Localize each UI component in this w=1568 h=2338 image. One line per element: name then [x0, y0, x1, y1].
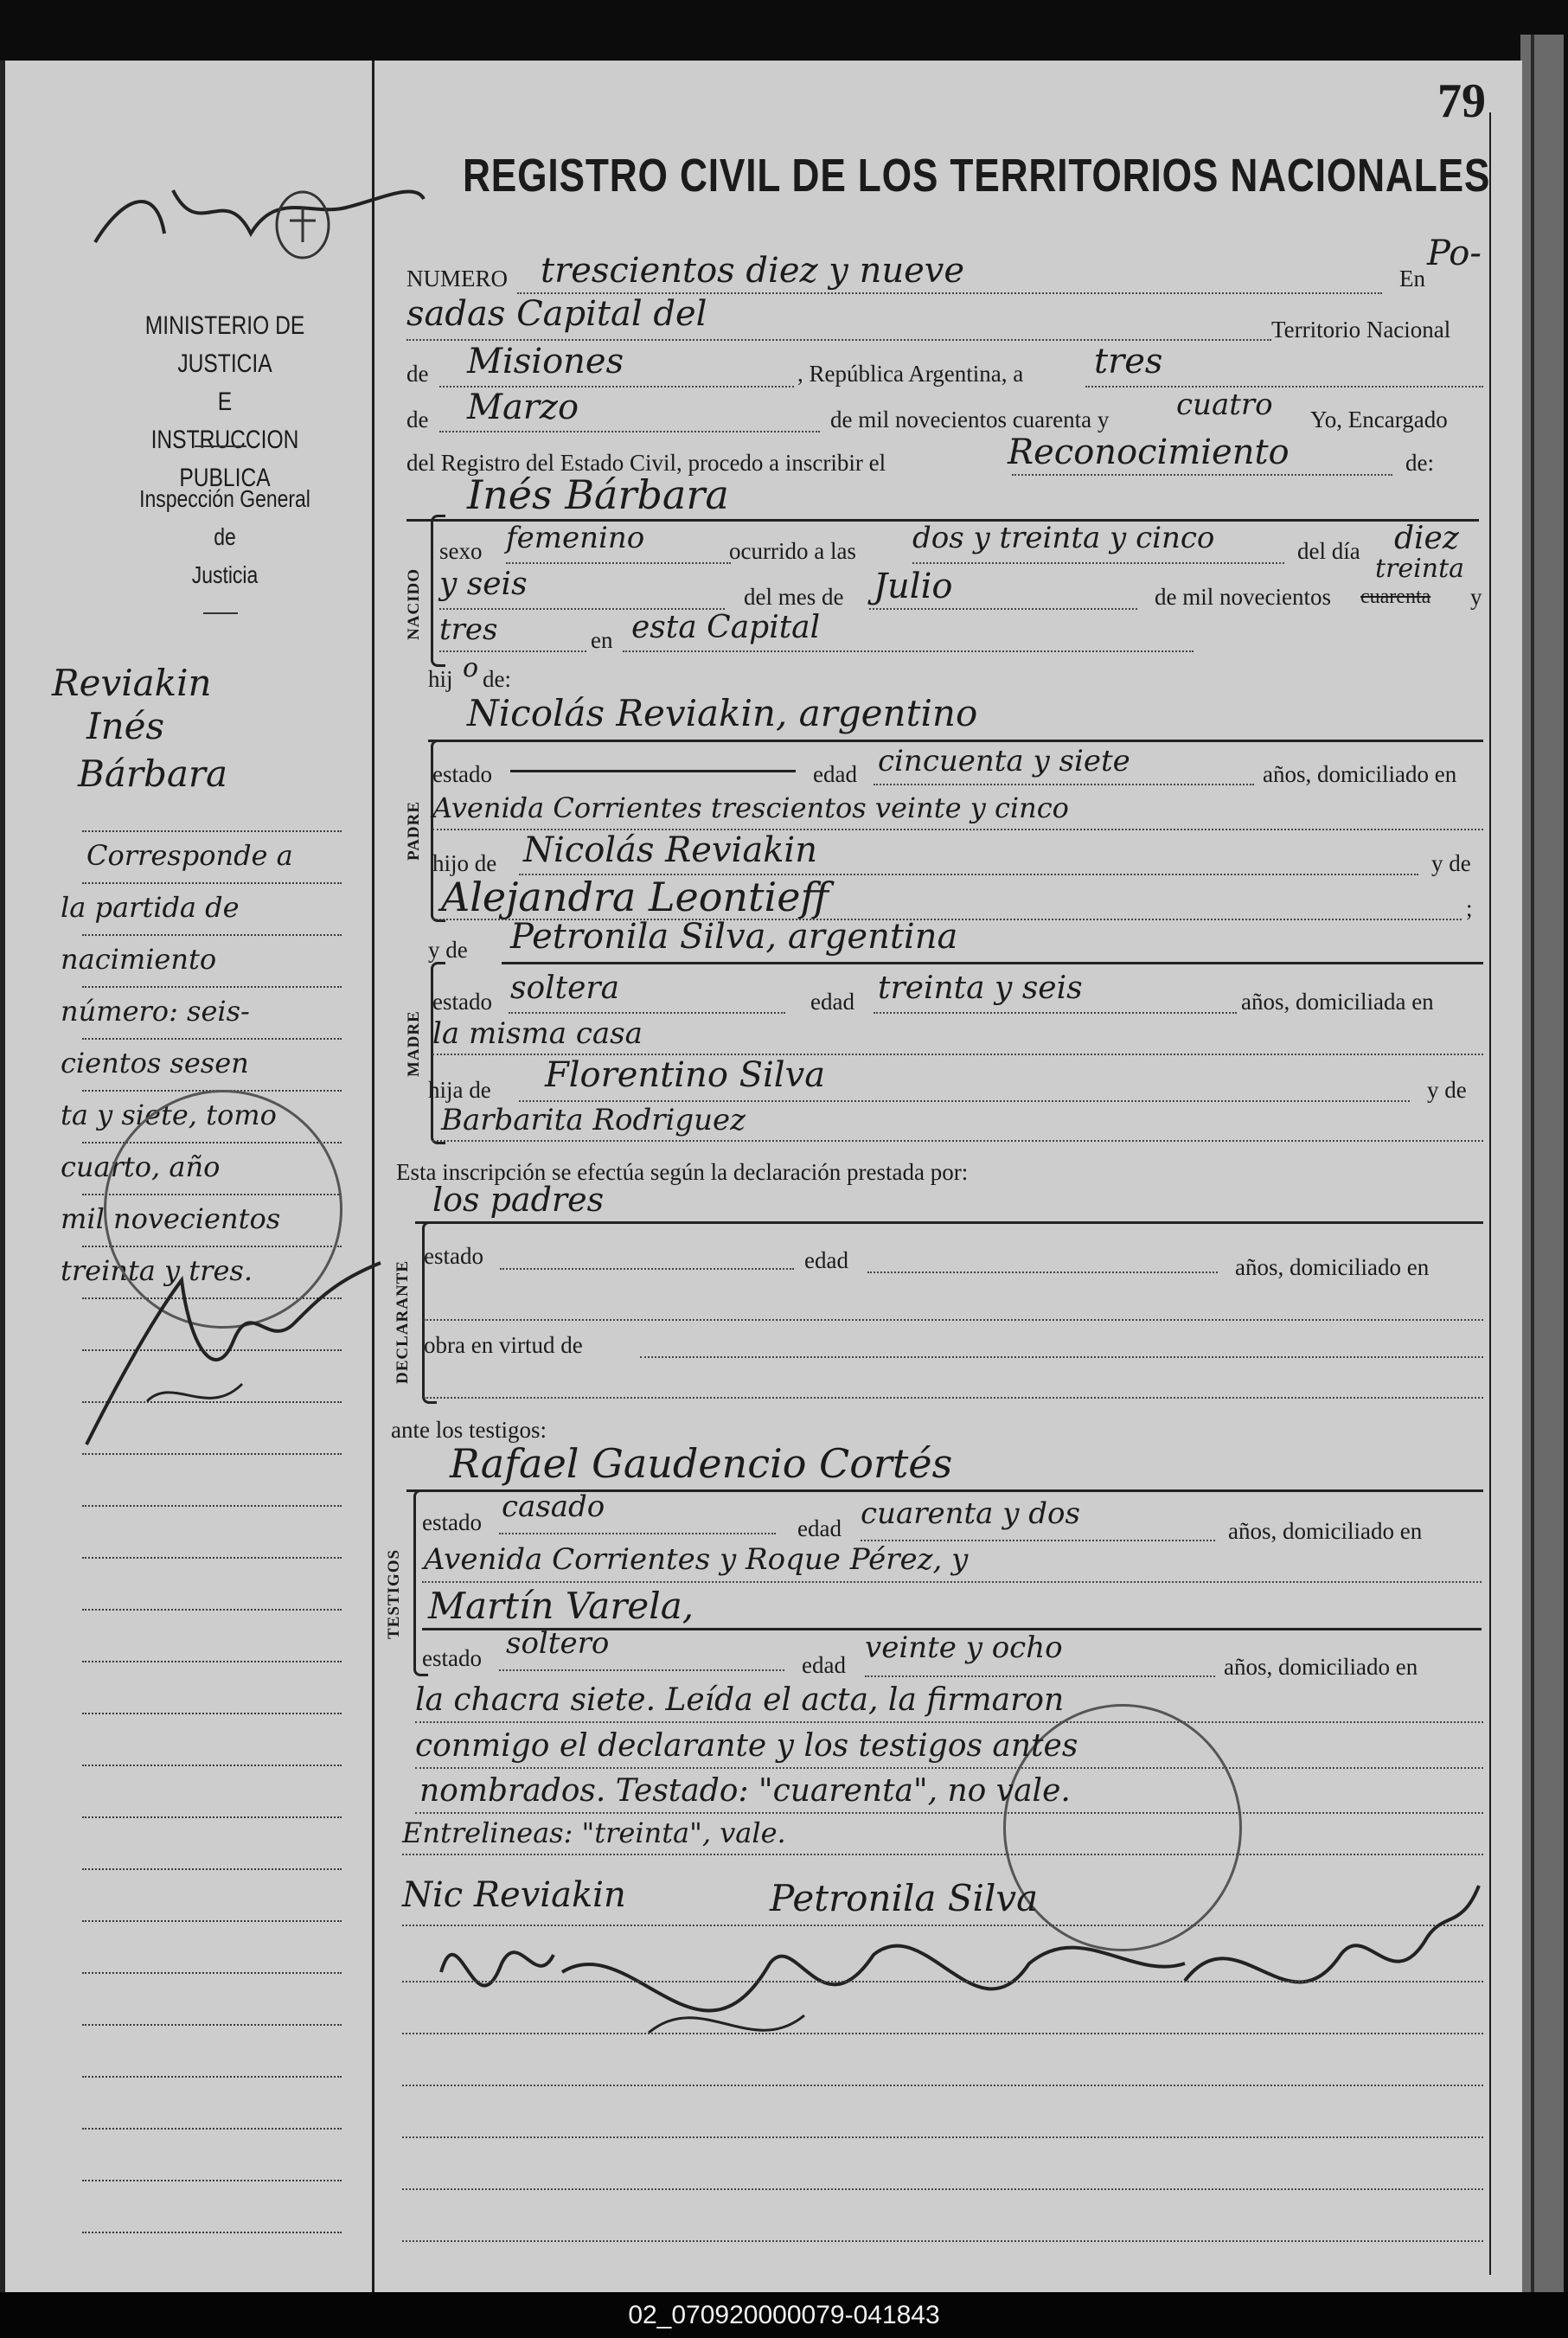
dia-value-continued: y seis: [439, 567, 528, 602]
madre-padre: Florentino Silva: [545, 1055, 826, 1095]
page-number: 79: [1437, 74, 1486, 128]
y-de-label: y de: [1427, 1077, 1467, 1103]
dia-value: diez: [1394, 521, 1459, 556]
hija-de-label: hija de: [428, 1077, 491, 1103]
dotted-line: [439, 650, 586, 652]
hijo-de-label: hijo de: [432, 850, 497, 876]
del-dia-label: del día: [1297, 538, 1360, 564]
margin-note-line: Inés: [86, 705, 165, 747]
testigos-intro: ante los testigos:: [391, 1417, 547, 1443]
sidebar-rule: [82, 2232, 342, 2233]
sidebar-rule: [82, 2180, 342, 2181]
y-de-label: y de: [1431, 850, 1471, 876]
testigo2-edad: veinte y ocho: [865, 1630, 1063, 1665]
hora-value: dos y treinta y cinco: [912, 521, 1215, 555]
sexo-label: sexo: [439, 538, 483, 564]
ministry-line: MINISTERIO DE JUSTICIA: [144, 311, 305, 378]
image-code: 02_070920000079-041843: [0, 2292, 1568, 2338]
encargado-label: Yo, Encargado: [1310, 407, 1448, 432]
padre-domicilio: Avenida Corrientes trescientos veinte y cinco: [432, 791, 1069, 824]
dotted-line: [867, 1271, 1218, 1273]
act-value: Reconocimiento: [1008, 432, 1290, 472]
padre-estado: [510, 770, 796, 772]
declaracion-label: Esta inscripción se efectúa según la declaración prestada por:: [396, 1159, 969, 1185]
sidebar-rule: [82, 1868, 342, 1870]
year-label: de mil novecientos cuarenta y: [830, 407, 1110, 432]
sidebar-rule: [82, 1972, 342, 1974]
lugar-value: esta Capital: [631, 610, 821, 645]
sidebar-rule: [82, 1920, 342, 1922]
dotted-line: [432, 1140, 1483, 1142]
estado-label: estado: [422, 1645, 482, 1671]
ministry-line: E: [217, 388, 233, 416]
dotted-line: [415, 1812, 1483, 1814]
dotted-line: [1085, 386, 1483, 388]
anios-domf-label: años, domiciliada en: [1241, 989, 1434, 1015]
margin-note-line: número: seis-: [61, 995, 250, 1028]
sidebar-separator: [195, 445, 246, 447]
struck-value: cuarenta: [1360, 586, 1431, 608]
sidebar-rule: [82, 1765, 342, 1766]
edad-label: edad: [804, 1247, 848, 1273]
sidebar-rule: [82, 1038, 342, 1040]
republica-label: , República Argentina, a: [797, 361, 1024, 387]
hijo-label: hij: [428, 666, 453, 692]
dotted-line: [1012, 474, 1392, 476]
dotted-line: [402, 1854, 1483, 1855]
right-margin-line: [1489, 112, 1491, 2275]
testigo1-edad: cuarenta y dos: [861, 1496, 1080, 1531]
sexo-value: femenino: [506, 521, 645, 555]
paper-edge: [1520, 35, 1564, 2301]
de-label: de: [406, 361, 429, 387]
signature-silva: Petronila Silva: [770, 1877, 1039, 1919]
sidebar-rule: [82, 1609, 342, 1611]
anios-dom-label: años, domiciliado en: [1263, 761, 1457, 787]
edad-label: edad: [802, 1652, 846, 1678]
dotted-line: [869, 608, 1137, 610]
de2-label: de: [406, 407, 429, 432]
dotted-line: [424, 1319, 1483, 1321]
page-title: REGISTRO CIVIL DE LOS TERRITORIOS NACIONALES: [463, 150, 1491, 202]
closing-line: conmigo el declarante y los testigos antes: [415, 1728, 1078, 1764]
ocurrido-label: ocurrido a las: [729, 538, 856, 564]
margin-note-line: Reviakin: [52, 662, 212, 704]
sidebar-rule: [82, 1557, 342, 1559]
person-name: Inés Bárbara: [467, 471, 729, 518]
padre-label: PADRE: [405, 800, 423, 861]
month-value: Marzo: [467, 388, 579, 427]
margin-note-line: nacimiento: [61, 943, 217, 976]
estado-label: estado: [432, 761, 492, 787]
anios-dom-label: años, domiciliado en: [1228, 1518, 1423, 1544]
sidebar-rule: [82, 2024, 342, 2026]
territorio-label: Territorio Nacional: [1271, 317, 1451, 343]
dotted-line: [415, 1721, 1483, 1723]
declarante-label: DECLARANTE: [394, 1259, 412, 1384]
margin-note-line: cientos sesen: [61, 1047, 249, 1079]
dotted-line: [402, 1981, 1483, 1982]
margin-note-line: mil novecientos: [61, 1202, 281, 1235]
interline-value: treinta: [1375, 554, 1465, 584]
margin-note-line: Bárbara: [78, 753, 228, 795]
anios-dom-label: años, domiciliado en: [1224, 1654, 1418, 1680]
sidebar-rule: [82, 1505, 342, 1507]
declarante-value: los padres: [432, 1181, 605, 1219]
dotted-line: [861, 1540, 1215, 1541]
testigos-label: TESTIGOS: [385, 1548, 403, 1639]
margin-note-line: treinta y tres.: [61, 1254, 253, 1287]
dotted-line: [402, 2033, 1483, 2034]
en2-label: en: [591, 627, 613, 653]
dotted-line: [499, 1669, 784, 1671]
margin-note-line: Corresponde a: [86, 839, 293, 872]
madre-y-de-label: y de: [428, 937, 468, 963]
dotted-line: [402, 2188, 1483, 2190]
dotted-line: [500, 1268, 794, 1270]
dotted-line: [439, 431, 820, 432]
territory-value: Misiones: [467, 342, 624, 381]
dotted-line: [912, 562, 1284, 564]
madre-madre: Barbarita Rodriguez: [441, 1103, 746, 1137]
day-value: tres: [1094, 342, 1163, 381]
numero-value: trescientos diez y nueve: [541, 251, 965, 291]
estado-label: estado: [432, 989, 492, 1015]
hijo-value: o: [463, 653, 479, 683]
numero-label: NUMERO: [406, 266, 509, 291]
padre-padre: Nicolás Reviakin: [523, 830, 817, 870]
dotted-line: [519, 1100, 1410, 1102]
sidebar-rule: [82, 986, 342, 988]
office-line: de: [214, 523, 236, 550]
testigo1-estado: casado: [502, 1489, 605, 1524]
ministry-name: [108, 307, 342, 497]
office-name: [108, 480, 342, 594]
sidebar-rule: [82, 2076, 342, 2078]
edad-label: edad: [810, 989, 854, 1015]
en-label: En: [1399, 266, 1425, 291]
dotted-line: [424, 1397, 1483, 1399]
de3-label: de:: [1405, 450, 1434, 476]
closing-line: la chacra siete. Leída el acta, la firmaron: [415, 1682, 1065, 1718]
madre-edad: treinta y seis: [878, 970, 1083, 1006]
closing-line: nombrados. Testado: "cuarenta", no vale.: [419, 1773, 1071, 1809]
paper-edge-shadow: [1531, 35, 1534, 2301]
nacido-label: NACIDO: [405, 567, 423, 640]
testigo1-domicilio: Avenida Corrientes y Roque Pérez, y: [424, 1542, 969, 1577]
padre-rule: [428, 740, 1483, 742]
mil-label: de mil novecientos: [1155, 584, 1331, 610]
sidebar-rule: [82, 1661, 342, 1662]
dotted-line: [874, 784, 1254, 785]
estado-label: estado: [424, 1243, 483, 1269]
estado-label: estado: [422, 1509, 482, 1535]
margin-note-line: cuarto, año: [61, 1150, 221, 1183]
sidebar-rule: [82, 1816, 342, 1818]
registro-label: del Registro del Estado Civil, procedo a inscribir el: [406, 450, 886, 476]
madre-label: MADRE: [405, 1010, 423, 1077]
padre-edad: cincuenta y siete: [878, 744, 1130, 778]
sidebar-separator: [203, 612, 238, 614]
mes-value: Julio: [874, 567, 953, 606]
sidebar-rule: [82, 882, 342, 884]
edad-label: edad: [797, 1515, 842, 1541]
semicolon: ;: [1466, 895, 1473, 921]
margin-note-line: ta y siete, tomo: [61, 1099, 277, 1131]
signature-reviakin: Nic Reviakin: [402, 1875, 626, 1915]
year-value: cuatro: [1176, 388, 1273, 422]
dotted-line: [874, 1012, 1237, 1014]
declarante-rule: [415, 1221, 1483, 1224]
dotted-line: [623, 650, 1194, 652]
padre-madre: Alejandra Leontieff: [441, 874, 829, 920]
margin-signature-icon: [69, 1246, 398, 1470]
dotted-line: [402, 2240, 1483, 2242]
dotted-line: [509, 1012, 785, 1014]
margin-note-line: la partida de: [61, 891, 240, 924]
city-value: sadas Capital del: [406, 294, 707, 334]
sidebar-rule: [82, 830, 342, 832]
dotted-line: [640, 1356, 1483, 1358]
y-label: y: [1470, 584, 1482, 610]
sidebar-rule: [82, 934, 342, 936]
en-value: Po-: [1427, 234, 1482, 273]
sidebar-rule: [82, 2128, 342, 2130]
closing-line: Entrelineas: "treinta", vale.: [402, 1816, 786, 1849]
anio-value: tres: [439, 612, 498, 647]
padre-name: Nicolás Reviakin, argentino: [467, 692, 978, 734]
mes-label: del mes de: [744, 584, 844, 610]
madre-rule: [502, 962, 1483, 964]
office-line: Inspección General: [139, 485, 310, 512]
sidebar-rule: [82, 1713, 342, 1714]
dotted-line: [406, 339, 1271, 341]
dotted-line: [402, 2136, 1483, 2138]
dotted-line: [499, 1533, 776, 1534]
anios-dom-label: años, domiciliado en: [1235, 1254, 1430, 1280]
testigo2-name: Martín Varela,: [428, 1585, 694, 1627]
coat-of-arms-icon: [86, 147, 432, 268]
madre-estado: soltera: [510, 970, 620, 1006]
madre-domicilio: la misma casa: [432, 1016, 643, 1051]
ministry-line: INSTRUCCION PUBLICA: [150, 426, 299, 492]
testigo2-estado: soltero: [506, 1626, 610, 1661]
obra-label: obra en virtud de: [424, 1332, 583, 1358]
left-column-divider: [372, 61, 374, 2292]
dotted-line: [402, 2085, 1483, 2086]
dotted-line: [422, 1581, 1482, 1583]
dotted-line: [865, 1675, 1215, 1677]
dotted-line: [506, 562, 731, 564]
testigo1-name: Rafael Gaudencio Cortés: [450, 1440, 953, 1487]
de4-label: de:: [483, 666, 511, 692]
dotted-line: [415, 1767, 1483, 1769]
edad-label: edad: [813, 761, 857, 787]
handwritten-signatures-icon: [406, 1860, 1488, 2119]
madre-name: Petronila Silva, argentina: [510, 917, 958, 957]
office-line: Justicia: [191, 561, 259, 588]
